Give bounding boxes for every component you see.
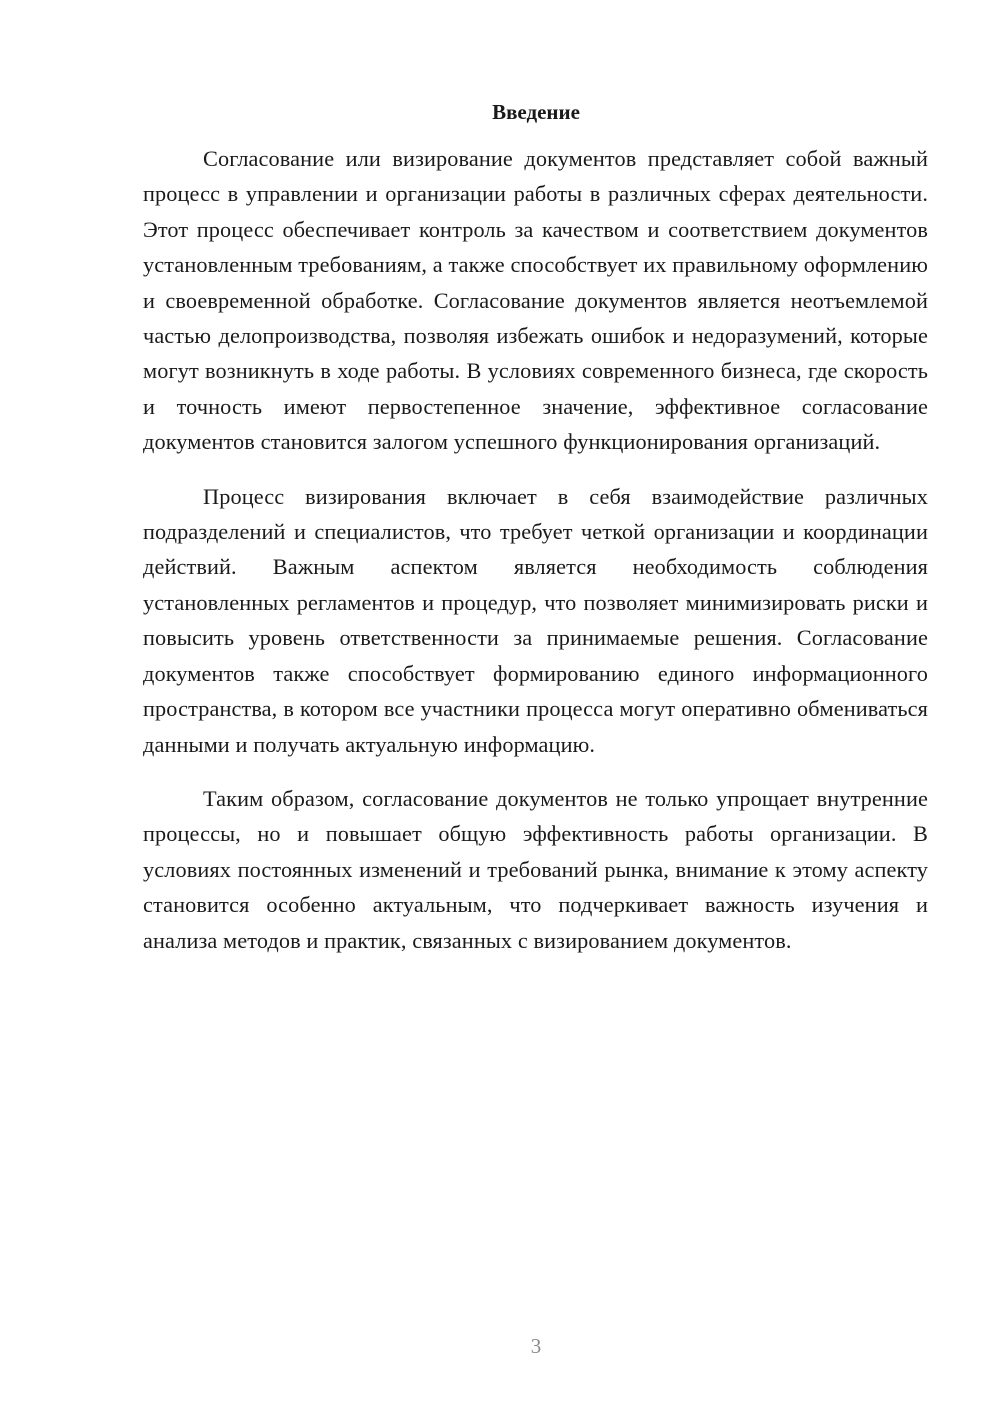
section-title: Введение bbox=[492, 100, 580, 124]
paragraph-3: Таким образом, согласование документов не только упрощает внутренние процессы, но и повышает общую эффективность работы организации. В условиях постоянных изменений и требований рынка, внимание к этому аспекту становится особенно актуальным, что подчеркивает важность изучения и анализа методов и практик, связанных с визированием документов. bbox=[143, 785, 928, 953]
body-text bbox=[143, 141, 928, 958]
paragraph-1: Согласование или визирование документов представляет собой важный процесс в управлении и организации работы в различных сферах деятельности. Этот процесс обеспечивает контроль за качеством и соответствием документов установленным требованиям, а также способствует их правильному оформлению и своевременной обработке. Согласование документов является неотъемлемой частью делопроизводства, позволяя избежать ошибок и недоразумений, которые могут возникнуть в ходе работы. В условиях современного бизнеса, где скорость и точность имеют первостепенное значение, эффективное согласование документов становится залогом успешного функционирования организаций. bbox=[143, 146, 928, 455]
paragraph-2: Процесс визирования включает в себя взаимодействие различных подразделений и специалистов, что требует четкой организации и координации действий. Важным аспектом является необходимость соблюдения установленных регламентов и процедур, что позволяет минимизировать риски и повысить уровень ответственности за принимаемые решения. Согласование документов также способствует формированию единого информационного пространства, в котором все участники процесса могут оперативно обмениваться данными и получать актуальную информацию. bbox=[143, 483, 928, 757]
page-number: 3 bbox=[530, 1334, 542, 1358]
